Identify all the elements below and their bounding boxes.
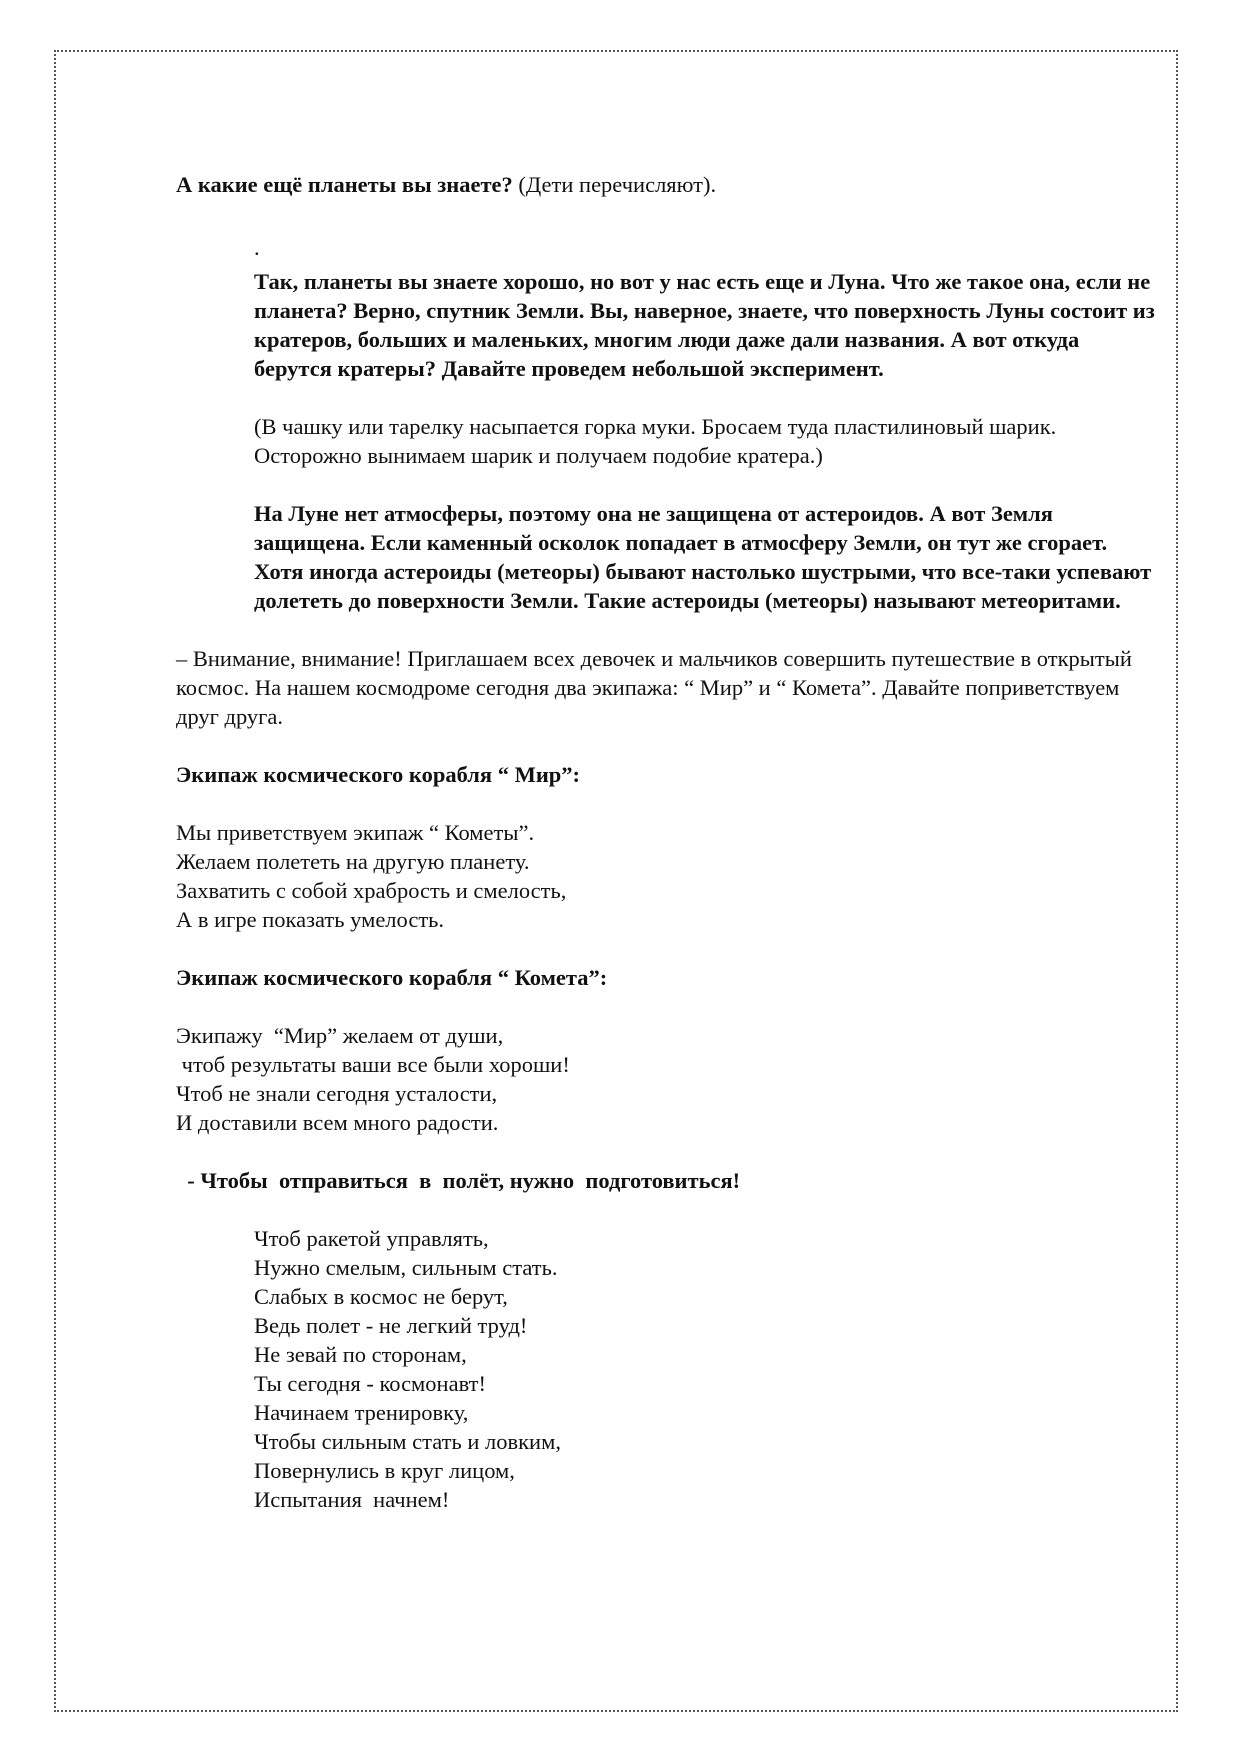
poem-line: Мы приветствуем экипаж “ Кометы”.: [176, 820, 535, 845]
poem-line: Чтобы сильным стать и ловким,: [254, 1429, 561, 1454]
poem-line: А в игре показать умелость.: [176, 907, 445, 932]
prepare-heading: - Чтобы отправиться в полёт, нужно подготовиться!: [176, 1168, 741, 1193]
poem-line: Не зевай по сторонам,: [254, 1342, 467, 1367]
poem-line: Слабых в космос не берут,: [254, 1284, 508, 1309]
poem-line: Захватить с собой храбрость и смелость,: [176, 878, 567, 903]
crew-mir-heading: Экипаж космического корабля “ Мир”:: [176, 762, 581, 787]
training-poem: [176, 1224, 1156, 1514]
experiment-paragraph: (В чашку или тарелку насыпается горка муки. Бросаем туда пластилиновый шарик. Осторожно вынимаем шарик и получаем подобие кратера.): [254, 414, 1057, 468]
poem-line: Повернулись в круг лицом,: [254, 1458, 515, 1483]
moon-intro-paragraph: Так, планеты вы знаете хорошо, но вот у нас есть еще и Луна. Что же такое она, если не планета? Верно, спутник Земли. Вы, наверное, знаете, что поверхность Луны состоит из кратеров, больших и маленьких, многим люди даже дали названия. А вот откуда берутся кратеры? Давайте проведем небольшой эксперимент.: [254, 269, 1155, 381]
poem-line: Ты сегодня - космонавт!: [254, 1371, 486, 1396]
poem-line: Ведь полет - не легкий труд!: [254, 1313, 528, 1338]
poem-line: Экипажу “Мир” желаем от души,: [176, 1023, 504, 1048]
poem-line: Нужно смелым, сильным стать.: [254, 1255, 558, 1280]
atmosphere-paragraph: На Луне нет атмосферы, поэтому она не защищена от астероидов. А вот Земля защищена. Если каменный осколок попадает в атмосферу Земли, он тут же сгорает. Хотя иногда астероиды (метеоры) бывают настолько шустрыми, что все-таки успевают долететь до поверхности Земли. Такие астероиды (метеоры) называют метеоритами.: [254, 501, 1152, 613]
crew-kometa-poem: [176, 1021, 1156, 1137]
question-note: (Дети перечисляют).: [512, 172, 717, 197]
poem-line: И доставили всем много радости.: [176, 1110, 499, 1135]
question-bold: А какие ещё планеты вы знаете?: [176, 172, 513, 197]
document-body: [176, 170, 1156, 1514]
poem-line: Желаем полететь на другую планету.: [176, 849, 530, 874]
poem-line: Чтоб не знали сегодня усталости,: [176, 1081, 498, 1106]
poem-line: чтоб результаты ваши все были хороши!: [176, 1052, 570, 1077]
poem-line: Начинаем тренировку,: [254, 1400, 469, 1425]
crew-kometa-heading: Экипаж космического корабля “ Комета”:: [176, 965, 608, 990]
indented-block: [176, 235, 1156, 615]
poem-line: Испытания начнем!: [254, 1487, 450, 1512]
question-paragraph: [176, 170, 1156, 199]
announcement-paragraph: – Внимание, внимание! Приглашаем всех девочек и мальчиков совершить путешествие в открытый космос. На нашем космодроме сегодня два экипажа: “ Мир” и “ Комета”. Давайте поприветствуем друг друга.: [176, 646, 1132, 729]
stray-dot: .: [254, 235, 260, 260]
poem-line: Чтоб ракетой управлять,: [254, 1226, 489, 1251]
crew-mir-poem: [176, 818, 1156, 934]
